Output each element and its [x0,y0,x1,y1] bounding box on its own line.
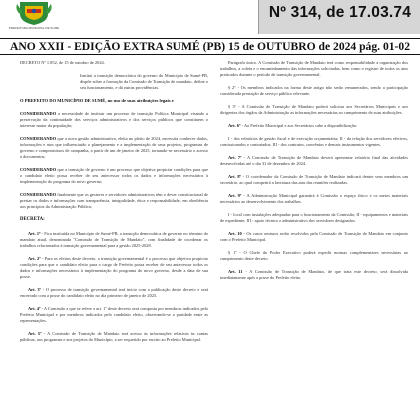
article-text: - A Comissão a que se refere o art. 1º deste decreto será composta por membros indicados pelo Prefeito Municipal e por membros indicados pelo candidato eleito, observando-se a paridade entre as representações. [20,306,209,323]
gazette-header [0,0,420,53]
article-text: - Para os efeitos deste decreto, a transição governamental é o processo que objetiva propiciar condições para que o candidato eleito para o cargo de Prefeito possa receber de seu antecessor todos os dados e informações necessários à implementação do programa do novo governo, desde a data de sua posse. [20,256,209,279]
considering-lead: CONSIDERANDO [20,167,57,172]
article-lead: Art. 8º [228,174,241,179]
paragraph-text: § 1º - O Chefe do Poder Executivo poderá expedir normas complementares necessárias ao cumprimento deste decreto. [220,250,408,261]
article-items: I - dos relatórios de gestão fiscal e de execução orçamentária; II - da relação dos servidores efetivos, comissionados e contratados; III - dos contratos, convênios e demais instrumentos vigentes. [220,136,408,147]
article-text: - A Comissão de Transição de Mandato deverá apresentar relatório final das atividades desenvolvidas até o dia 31 de dezembro de 2024. [220,155,408,166]
considering-lead: CONSIDERANDO [20,192,57,197]
paragraph-text: § 3º - A Comissão de Transição de Mandato poderá solicitar aos Secretários Municipais e aos dirigentes dos órgãos da Administração as informações necessárias ao cumprimento de suas atribuições. [220,104,408,115]
article-text: - Fica instituída no Município de Sumé-PB, a transição democrática de governo no término do mandato atual, denominada "Comissão de Transição de Mandato", com finalidade de coordenar os trabalhos relacionados à transição governamental para a gestão 2025-2028. [20,231,208,248]
considering-paragraph [20,192,208,210]
article-lead: Art. 2º [28,256,41,261]
considering-paragraph [20,111,208,129]
article-text: - Os casos omissos serão resolvidos pela Comissão de Transição de Mandato em conjunto com o Prefeito Municipal. [220,231,408,242]
article-paragraph [220,269,408,281]
paragraph-text: § 2º - Os membros indicados na forma deste artigo não serão remunerados, sendo a participação considerada prestação de serviço público relevante. [220,85,408,96]
decree-ementa: Institui a transição democrática do governo do Município de Sumé-PB, dispõe sobre a formação da Comissão de Transição de mandato, define o seu funcionamento, e dá outras providências. [80,73,208,90]
considering-lead: CONSIDERANDO [20,111,57,116]
article-paragraph [220,123,408,129]
article-paragraph [20,306,208,324]
considering-lead: CONSIDERANDO [20,136,57,141]
considering-text: a necessidade de instituir um processo de transição Política Municipal visando a preservação da continuidade dos serviços administrativos e dos serviços públicos que constituem o interesse maior da população; [20,111,208,128]
article-lead: Art. 6º [228,123,241,128]
article-lead: Art. 10 [228,231,242,236]
article-lead: Art. 3º [28,287,41,292]
article-lead: Art. 9º [228,193,242,198]
mayor-intro-rest: no uso de suas atribuições legais e [107,98,174,103]
edition-line: ANO XXII - EDIÇÃO EXTRA SUMÉ (PB) 15 de OUTUBRO de 2024 pág. 01-02 [9,40,410,53]
coat-of-arms-caption: PREFEITURA MUNICIPAL DE SUMÉ [8,27,60,30]
coat-of-arms-icon [14,0,54,26]
issue-number: Nº 314, de 17.03.74 [268,4,412,21]
article-text: - O coordenador da Comissão de Transição de Mandato indicará dentre seus membros um secretário, ao qual competirá a lavratura das atas das reuniões realizadas. [220,174,408,185]
article-paragraph [20,331,208,343]
article-text: - A Comissão de Transição de Mandato, de que trata este decreto, será dissolvida imediatamente após a posse do Prefeito eleito. [220,269,408,280]
article-paragraph [220,231,408,243]
decreta-heading: DECRETA: [20,217,45,222]
left-column [20,60,208,350]
article-lead: Art. 11 [228,269,243,274]
article-lead: Art. 7º [228,155,242,160]
considering-paragraph [20,136,208,160]
considering-text: que a nova gestão administrativa, eleita no pleito de 2024, necessita conhecer dados, informações e atos que influenciarão o planejamento e a implementação de seus projetos, programas de governo e compromissos de campanha, a partir de um de janeiro de 2025, tornando-se necessário o acesso a documentos; [20,136,208,159]
paragraph-text: Parágrafo único. A Comissão de Transição de Mandato terá como responsabilidade a organização dos trabalhos, a coleta e o encaminhamento das informações solicitadas, bem como o registro de todos os atos praticados durante o período de transição governamental. [220,60,408,77]
article-paragraph [220,193,408,205]
article-text: - O processo de transição governamental terá início com a publicação deste decreto e será encerrado com a posse do candidato eleito no dia primeiro de janeiro de 2025. [20,287,208,298]
mayor-intro-lead: O PREFEITO DO MUNICÍPIO DE SUMÉ, [20,98,107,103]
article-paragraph [20,256,208,280]
considering-paragraph [20,167,208,185]
considering-text: finalmente que os gestores e servidores administrativos têm o dever constitucional de prestar os dados e informações com transparência, integralidade, ética e responsabilidade, em obediência aos princípios da Administração Pública; [20,192,208,209]
article-text: - A Comissão de Transição de Mandato terá acesso às informações relativas às contas públicas, aos programas e aos projetos do Município, a ser requerido por escrito ao Prefeito Municipal. [20,331,208,342]
article-lead: Art. 1º [28,231,41,236]
article-lead: Art. 5º [28,331,42,336]
coat-center [32,9,36,13]
article-paragraph [220,174,408,186]
article-text: - A Administração Municipal garantirá à Comissão o espaço físico e os meios materiais necessários ao desenvolvimento dos trabalhos. [220,193,408,204]
mayor-intro [20,98,208,104]
article-lead: Art. 4º [28,306,41,311]
decree-title: DECRETO Nº 1.852, de 15 de outubro de 2024. [20,60,105,65]
article-paragraph [220,155,408,167]
paragraph-text: I - local com instalações adequadas para o funcionamento da Comissão; II - equipamentos e materiais de expediente; III - apoio técnico e administrativo dos servidores designados. [220,212,408,223]
considering-text: que a transição de governo é um processo que objetiva propiciar condições para que o candidato eleito possa receber de seu antecessor todos os dados e informações necessários à implementação do programa do novo governo; [20,167,208,184]
issue-box [258,0,420,34]
article-text: - Ao Prefeito Municipal e aos Secretários cabe a disponibilização: [241,123,358,128]
article-paragraph [20,231,208,249]
article-paragraph [20,287,208,299]
right-column [220,60,408,288]
edition-bar [0,38,420,55]
